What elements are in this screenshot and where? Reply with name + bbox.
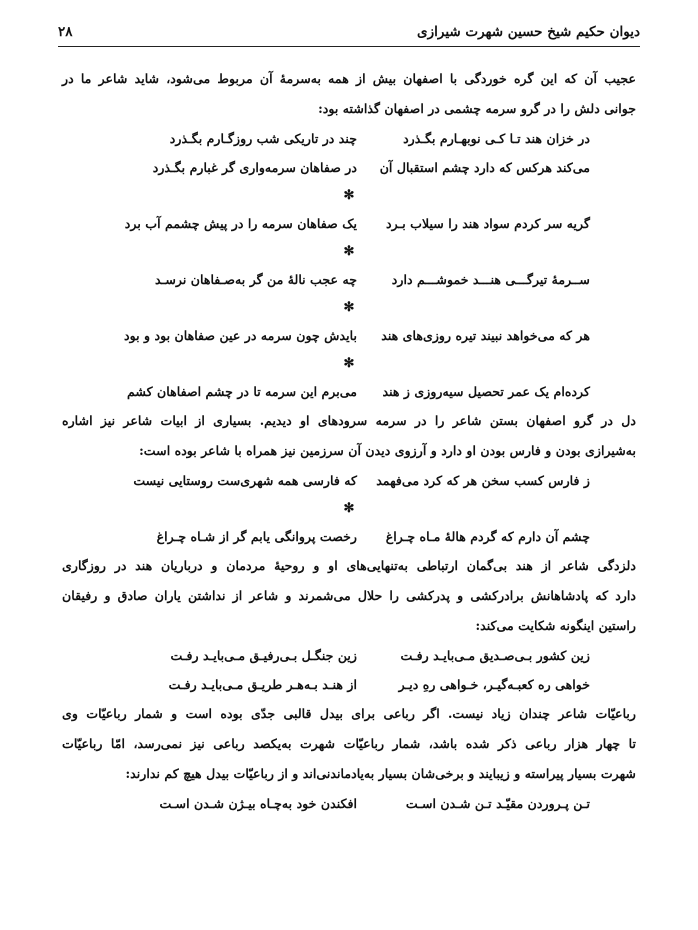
verse-second-hemistich: می‌برم این سرمه تا در چشم اصفاهان کشم	[127, 384, 357, 399]
page-body	[62, 64, 636, 818]
verse-second-hemistich: که فارسی همه شهری‌ست روستایی نیست	[133, 473, 357, 488]
verse-first-hemistich: ز فارس کسب سخن هر که کرد می‌فهمد	[376, 473, 590, 488]
paragraph-line: تا چهار هزار رباعی ذکر شده باشد، شمار رباعیّات شهرت به‌یکصد رباعی نیز نمی‌رسد، امّا رباعیّات	[62, 736, 636, 751]
verse-couplet	[62, 522, 636, 551]
paragraph-line: دلزدگی شاعر از هند بی‌گمان ارتباطی به‌تنهایی‌های او و روحیهٔ مردمان و درباریان هند در روزگاری	[62, 558, 636, 573]
paragraph-line: رباعیّات شاعر چندان زیاد نیست. اگر رباعی برای بیدل قالبی جدّی بوده است و شمار رباعیّات وی	[62, 706, 636, 721]
paragraph-line: جوانی دلش را در گرو سرمه چشمی در اصفهان گذاشته بود:	[318, 101, 636, 116]
verse-first-hemistich: می‌کند هرکس که دارد چشم استقبال آن	[379, 160, 590, 175]
verse-second-hemistich: رخصت پروانگی یابم گر از شـاه چـراغ	[156, 529, 357, 544]
prose-paragraph	[62, 64, 636, 124]
verse-first-hemistich: زین کشور بـی‌صـدیق مـی‌بایـد رفـت	[400, 648, 590, 663]
verse-couplet	[62, 321, 636, 350]
verse-second-hemistich: از هنـد بـه‌هـر طریـق مـی‌بایـد رفـت	[168, 677, 357, 692]
page-number: ۲۸	[58, 24, 73, 40]
verse-first-hemistich: در خزان هند تـا کـی نوبهـارم بگـذرد	[403, 131, 590, 146]
asterism-separator: ✻	[343, 244, 355, 259]
verse-second-hemistich: افکندن خود به‌چـاه بیـژن شـدن اسـت	[159, 796, 357, 811]
running-header	[58, 22, 640, 44]
verse-second-hemistich: زین جنگـل بـی‌رفیـق مـی‌بایـد رفـت	[170, 648, 357, 663]
prose-paragraph	[62, 699, 636, 789]
asterism-separator: ✻	[343, 300, 355, 315]
asterism-separator: ✻	[343, 501, 355, 516]
verse-first-hemistich: خواهی ره کعبـه‌گیـر، خـواهی رهِ دیـر	[398, 677, 590, 692]
verse-couplet	[62, 670, 636, 699]
paragraph-line: دارد که پادشاهانش برادرکشی و پدرکشی را حلال می‌شمرند و شاعر از نداشتن یاران صادق و رفیقان	[62, 588, 636, 603]
asterism-separator: ✻	[343, 356, 355, 371]
verse-second-hemistich: یک صفاهان سرمه را در پیش چشمم آب برد	[124, 216, 357, 231]
verse-first-hemistich: تـن پـروردن مقیّـد تـن شـدن اسـت	[405, 796, 590, 811]
asterism-separator: ✻	[343, 188, 355, 203]
paragraph-line: شهرت بسیار پیراسته و زیبایند و برخی‌شان بسیار به‌یادماندنی‌اند و از رباعیّات بیدل هیچ کم ندارند:	[125, 766, 636, 781]
verse-first-hemistich: چشم آن دارم که گردم هالهٔ مـاه چـراغ	[385, 529, 590, 544]
book-title: دیوان حکیم شیخ حسین شهرت شیرازی	[417, 24, 640, 40]
verse-second-hemistich: چند در تاریکی شب روزگـارم بگـذرد	[169, 131, 357, 146]
prose-paragraph	[62, 406, 636, 466]
verse-couplet	[62, 377, 636, 406]
paragraph-line: دل در گرو اصفهان بستن شاعر را در سرمه سرودهای او دیدیم. بسیاری از ابیات شاعر نیز اشاره	[62, 413, 636, 428]
verse-first-hemistich: هر که می‌خواهد نبیند تیره روزی‌های هند	[381, 328, 590, 343]
verse-second-hemistich: در صفاهان سرمه‌واری گر غبارم بگـذرد	[152, 160, 357, 175]
header-rule	[58, 46, 640, 47]
verse-first-hemistich: گریه سر کردم سواد هند را سیلاب بـرد	[385, 216, 590, 231]
verse-couplet	[62, 641, 636, 670]
verse-second-hemistich: بایدش چون سرمه در عین صفاهان بود و بود	[124, 328, 357, 343]
paragraph-line: عجیب آن که این گره خوردگی با اصفهان بیش از همه به‌سرمهٔ آن مربوط می‌شود، شاید شاعر ما در	[62, 71, 636, 86]
verse-second-hemistich: چه عجب نالهٔ من گر به‌صـفاهان نرسـد	[155, 272, 357, 287]
paragraph-line: راستین اینگونه شکایت می‌کند:	[475, 618, 636, 633]
prose-paragraph	[62, 551, 636, 641]
verse-first-hemistich: کرده‌ام یک عمر تحصیل سیه‌روزی ز هند	[382, 384, 590, 399]
verse-couplet	[62, 789, 636, 818]
verse-couplet	[62, 265, 636, 294]
verse-couplet	[62, 124, 636, 153]
verse-first-hemistich: ســرمهٔ تیرگـــی هنـــد خموشـــم دارد	[391, 272, 590, 287]
paragraph-line: به‌شیرازی بودن و فارس بودن او دارد و آرزوی دیدن آن سرزمین نیز همراه با شاعر بوده است:	[139, 443, 636, 458]
verse-couplet	[62, 466, 636, 495]
verse-couplet	[62, 209, 636, 238]
verse-couplet	[62, 153, 636, 182]
